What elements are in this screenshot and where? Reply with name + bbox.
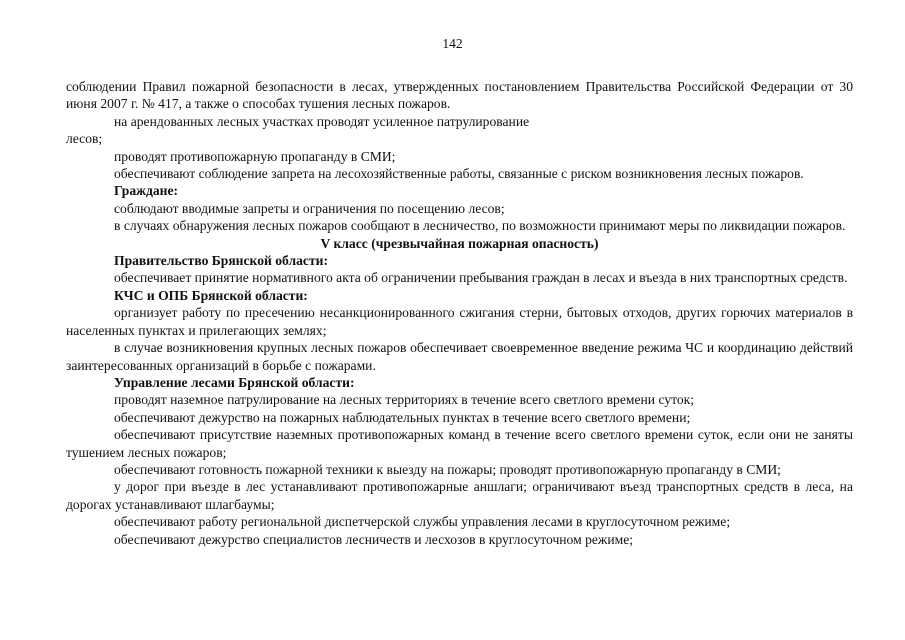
paragraph-kchs-burning: организует работу по пресечению несанкционированного сжигания стерни, бытовых отходов, других горючих материалов в населенных пунктах и прилегающих землях; [66,305,853,338]
paragraph-leased-plots: на арендованных лесных участках проводят усиленное патрулирование [114,113,530,129]
paragraph-kchs-emergency: в случае возникновения крупных лесных пожаров обеспечивает своевременное введение режима ЧС и координацию действий заинтересованных организаций в борьбе с пожарами. [66,340,853,373]
heading-government: Правительство Брянской области: [114,253,328,269]
paragraph-dispatch-service: обеспечивают работу региональной диспетчерской службы управления лесами в круглосуточном режиме; [114,514,731,530]
page-number: 142 [442,36,463,51]
paragraph-citizens-restrictions: соблюдают вводимые запреты и ограничения по посещению лесов; [114,200,505,216]
heading-citizens: Граждане: [114,183,179,199]
heading-forest-dept: Управление лесами Брянской области: [114,374,355,390]
paragraph-patrol: проводят наземное патрулирование на лесных территориях в течение всего светлого времени суток; [114,392,695,408]
heading-class-5: V класс (чрезвычайная пожарная опасность) [320,235,599,251]
paragraph-fire-teams: обеспечивают присутствие наземных противопожарных команд в течение всего светлого времени суток, если они не заняты тушением лесных пожаров; [66,427,853,460]
paragraph-rules-info: соблюдении Правил пожарной безопасности в лесах, утвержденных постановлением Правительства Российской Федерации от 30 июня 2007 г. № 417, а также о способах тушения лесных пожаров. [66,79,853,112]
paragraph-work-ban: обеспечивают соблюдение запрета на лесохозяйственные работы, связанные с риском возникновения лесных пожаров. [114,166,804,182]
paragraph-propaganda: проводят противопожарную пропаганду в СМИ; [114,148,396,164]
paragraph-specialists-duty: обеспечивают дежурство специалистов лесничеств и лесхозов в круглосуточном режиме; [114,531,634,547]
paragraph-leased-plots-cont: лесов; [66,131,103,147]
paragraph-road-signs: у дорог при въезде в лес устанавливают противопожарные аншлаги; ограничивают въезд транспортных средств в леса, на дорогах устанавливают шлагбаумы; [66,479,853,512]
document-body [66,78,853,548]
paragraph-government-act: обеспечивает принятие нормативного акта об ограничении пребывания граждан в лесах и въезда в них транспортных средств. [114,270,848,286]
paragraph-observation-duty: обеспечивают дежурство на пожарных наблюдательных пунктах в течение всего светлого времени; [114,409,691,425]
heading-kchs: КЧС и ОПБ Брянской области: [114,287,308,303]
paragraph-equipment-readiness: обеспечивают готовность пожарной техники к выезду на пожары; проводят противопожарную пропаганду в СМИ; [114,461,781,477]
paragraph-citizens-report: в случаях обнаружения лесных пожаров сообщают в лесничество, по возможности принимают меры по ликвидации пожаров. [114,218,846,234]
